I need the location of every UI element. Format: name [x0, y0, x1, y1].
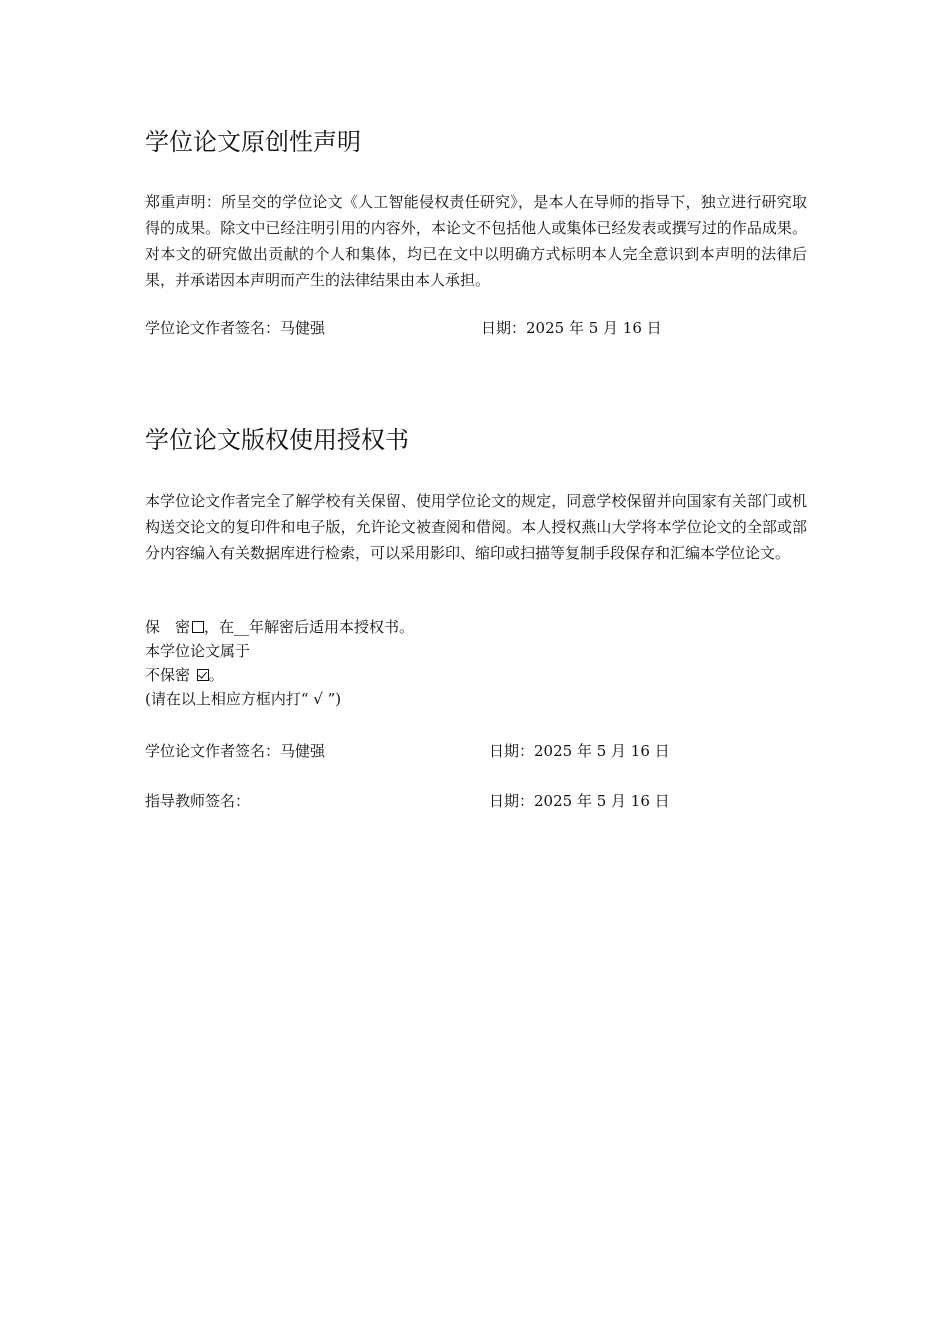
authorization-body: 本学位论文作者完全了解学校有关保留、使用学位论文的规定，同意学校保留并向国家有关部门或机构送交论文的复印件和电子版，允许论文被查阅和借阅。本人授权燕山大学将本学位论文的全部或部分内容编入有关数据库进行检索，可以采用影印、缩印或扫描等复制手段保存和汇编本学位论文。	[145, 492, 807, 562]
advisor-date: 日期：2025 年 5 月 16 日	[489, 792, 670, 810]
declaration-date: 日期：2025 年 5 月 16 日	[481, 319, 662, 337]
authorization-author-date: 日期：2025 年 5 月 16 日	[489, 742, 670, 760]
declaration-title: 学位论文原创性声明	[145, 128, 361, 156]
secret-checkbox[interactable]	[192, 621, 204, 633]
secret-suffix: ，在__年解密后适用本授权书。	[204, 618, 415, 636]
authorization-title: 学位论文版权使用授权书	[145, 426, 409, 454]
check-instruction: (请在以上相应方框内打“ √ ”)	[145, 690, 342, 708]
not-secret-suffix: 。	[208, 666, 224, 684]
authorization-author-signature: 学位论文作者签名：马健强	[145, 742, 326, 760]
not-secret-option-line	[145, 664, 224, 686]
declaration-author-signature: 学位论文作者签名：马健强	[145, 319, 326, 337]
secret-option-line	[145, 616, 414, 638]
belongs-label: 本学位论文属于	[145, 642, 251, 660]
secret-label: 保 密	[145, 618, 191, 636]
declaration-body: 郑重声明：所呈交的学位论文《人工智能侵权责任研究》，是本人在导师的指导下，独立进行研究取得的成果。除文中已经注明引用的内容外，本论文不包括他人或集体已经发表或撰写过的作品成果。对本文的研究做出贡献的个人和集体，均已在文中以明确方式标明本人完全意识到本声明的法律后果，并承诺因本声明而产生的法律结果由本人承担。	[145, 193, 807, 289]
not-secret-checkbox[interactable]	[197, 669, 209, 681]
not-secret-label: 不保密	[145, 666, 191, 684]
advisor-signature: 指导教师签名：	[145, 792, 251, 810]
